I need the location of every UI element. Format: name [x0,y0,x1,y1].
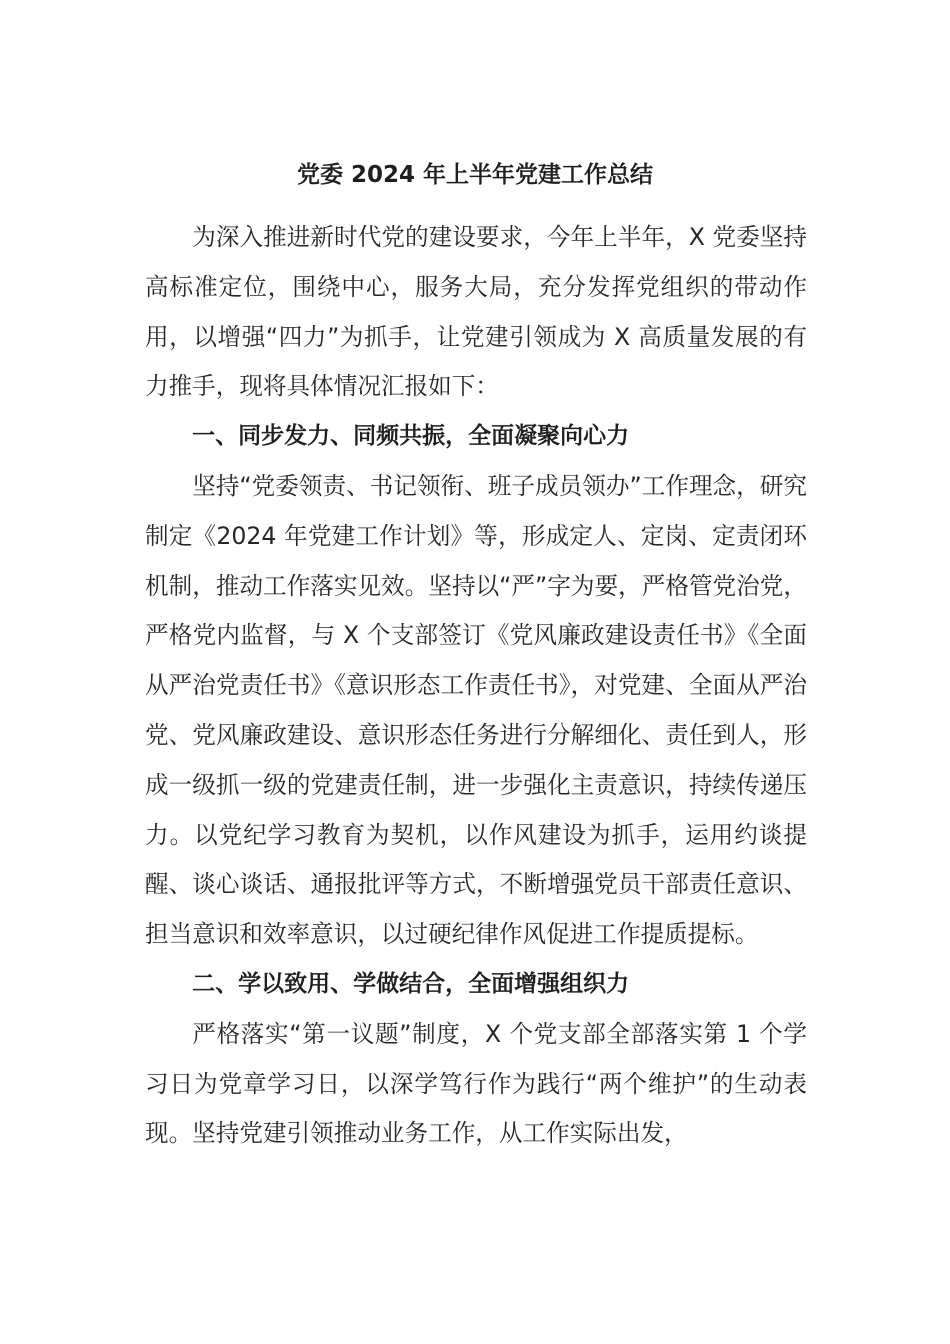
document-title: 党委 2024 年上半年党建工作总结 [296,162,654,188]
section-2-heading: 二、学以致用、学做结合，全面增强组织力 [192,970,630,997]
intro-paragraph: 为深入推进新时代党的建设要求，今年上半年，X 党委坚持高标准定位，围绕中心，服务大局，充分发挥党组织的带动作用，以增强“四力”为抓手，让党建引领成为 X 高质量发展的有力推手，现将具体情况汇报如下： [145,223,807,401]
section-2-paragraph: 严格落实“第一议题”制度，X 个党支部全部落实第 1 个学习日为党章学习日，以深学笃行作为践行“两个维护”的生动表现。坚持党建引领推动业务工作，从工作实际出发， [145,1019,807,1148]
section-1-heading: 一、同步发力、同频共振，全面凝聚向心力 [192,423,630,450]
document-body [145,213,807,1159]
section-1-paragraph: 坚持“党委领责、书记领衔、班子成员领办”工作理念，研究制定《2024 年党建工作计划》等，形成定人、定岗、定责闭环机制，推动工作落实见效。坚持以“严”字为要，严格管党治党，严格党内监督，与 X 个支部签订《党风廉政建设责任书》《全面从严治党责任书》《意识形态工作责任书》，对党建、全面从严治党、党风廉政建设、意识形态任务进行分解细化、责任到人，形成一级抓一级的党建责任制，进一步强化主责意识，持续传递压力。以党纪学习教育为契机，以作风建设为抓手，运用约谈提醒、谈心谈话、通报批评等方式，不断增强党员干部责任意识、担当意识和效率意识，以过硬纪律作风促进工作提质提标。 [145,471,807,949]
